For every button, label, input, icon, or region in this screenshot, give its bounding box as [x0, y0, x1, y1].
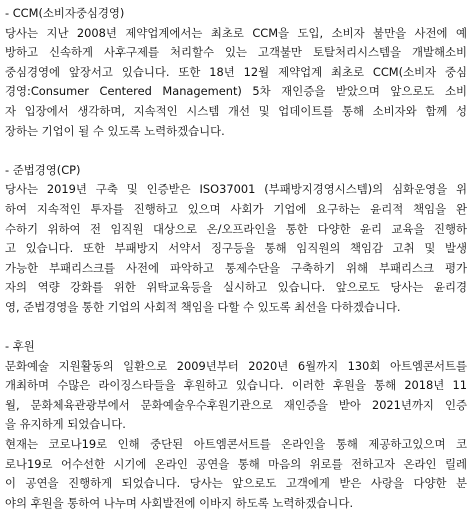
section-spacer: [5, 318, 467, 338]
section-heading: - 준법경영(CP): [5, 162, 81, 177]
paragraph-line: 수하기 위하여 전 임직원 대상으로 온/오프라인을 통한 다양한 윤리 교육을 진행하: [5, 221, 467, 236]
paragraph-line: 중심경영에 앞장서고 있습니다. 또한 18년 12월 제약업계 최초로 CCM(소비자 중심: [5, 64, 467, 79]
paragraph-line: 고 있습니다. 또한 부패방지 서약서 징구등을 통해 임직원의 책임감 고취 및 발생: [5, 241, 467, 256]
paragraph-line: 장하는 기업이 될 수 있도록 노력하겠습니다.: [5, 123, 225, 138]
paragraph-line: 을 유지하게 되었습니다.: [5, 417, 126, 432]
paragraph-line: 야의 후원을 통하여 나누며 사회발전에 이바지 하도록 노력하겠습니다.: [5, 495, 354, 510]
paragraph-line: 하여 지속적인 투자를 진행하고 있으며 사회가 기업에 요구하는 윤리적 책임을 완: [5, 201, 467, 216]
paragraph: [5, 24, 467, 142]
document-body: [5, 4, 467, 513]
paragraph-line: 현재는 코로나19로 인해 중단된 아트엠콘서트를 온라인을 통해 제공하고있으며 코: [5, 437, 467, 452]
paragraph-line: 자의 역량 강화를 위한 위탁교육등을 실시하고 있습니다. 앞으로도 당사는 윤리경: [5, 280, 467, 295]
paragraph-line: 경영:Consumer Centered Management) 5차 재인증을 받았으며 앞으로도 소비: [5, 84, 467, 99]
paragraph: [5, 435, 467, 513]
paragraph-line: 당사는 2019년 구축 및 인증받은 ISO37001 (부패방지경영시스템)의 심화운영을 위: [5, 182, 467, 197]
paragraph-line: 문화예술 지원활동의 일환으로 2009년부터 2020년 6월까지 130회 아트엠콘서트를: [5, 358, 467, 373]
paragraph-line: 가능한 부패리스크를 사전에 파악하고 통제수단을 구축하기 위해 부패리스크 평가: [5, 260, 467, 275]
paragraph-line: 개최하며 수많은 라이징스타들을 후원하고 있습니다. 이러한 후원을 통해 2018년 11: [5, 378, 467, 393]
section-heading: - 후원: [5, 339, 35, 354]
section-heading: - CCM(소비자중심경영): [5, 6, 125, 20]
paragraph-line: 방하고 신속하게 사후구제를 처리할수 있는 고객불만 토탈처리시스템을 개발해소비: [5, 45, 467, 60]
paragraph: [5, 180, 467, 317]
paragraph-line: 이 공연을 진행하게 되었습니다. 당사는 앞으로도 고객에게 받은 사랑을 다양한 분: [5, 476, 467, 491]
paragraph-line: 월, 문화체육관광부에서 문화예술우수후원기관으로 재인증을 받아 2021년까지 인증: [5, 397, 467, 412]
paragraph-line: 당사는 지난 2008년 제약업계에서는 최초로 CCM을 도입, 소비자 불만을 사전에 예: [5, 25, 467, 40]
section-spacer: [5, 141, 467, 161]
section-sponsorship: [5, 337, 467, 513]
paragraph: [5, 357, 467, 435]
paragraph-line: 영, 준법경영을 통한 기업의 사회적 책임을 다할 수 있도록 최선을 다하겠습니다.: [5, 299, 401, 314]
paragraph-line: 자 입장에서 생각하며, 지속적인 시스템 개선 및 업데이트를 통해 소비자와 함께 성: [5, 103, 467, 118]
section-compliance: [5, 161, 467, 318]
section-ccm: [5, 4, 467, 141]
paragraph-line: 로나19로 어수선한 시기에 온라인 공연을 통해 마음의 위로를 전하고자 온라인 릴레: [5, 456, 467, 471]
